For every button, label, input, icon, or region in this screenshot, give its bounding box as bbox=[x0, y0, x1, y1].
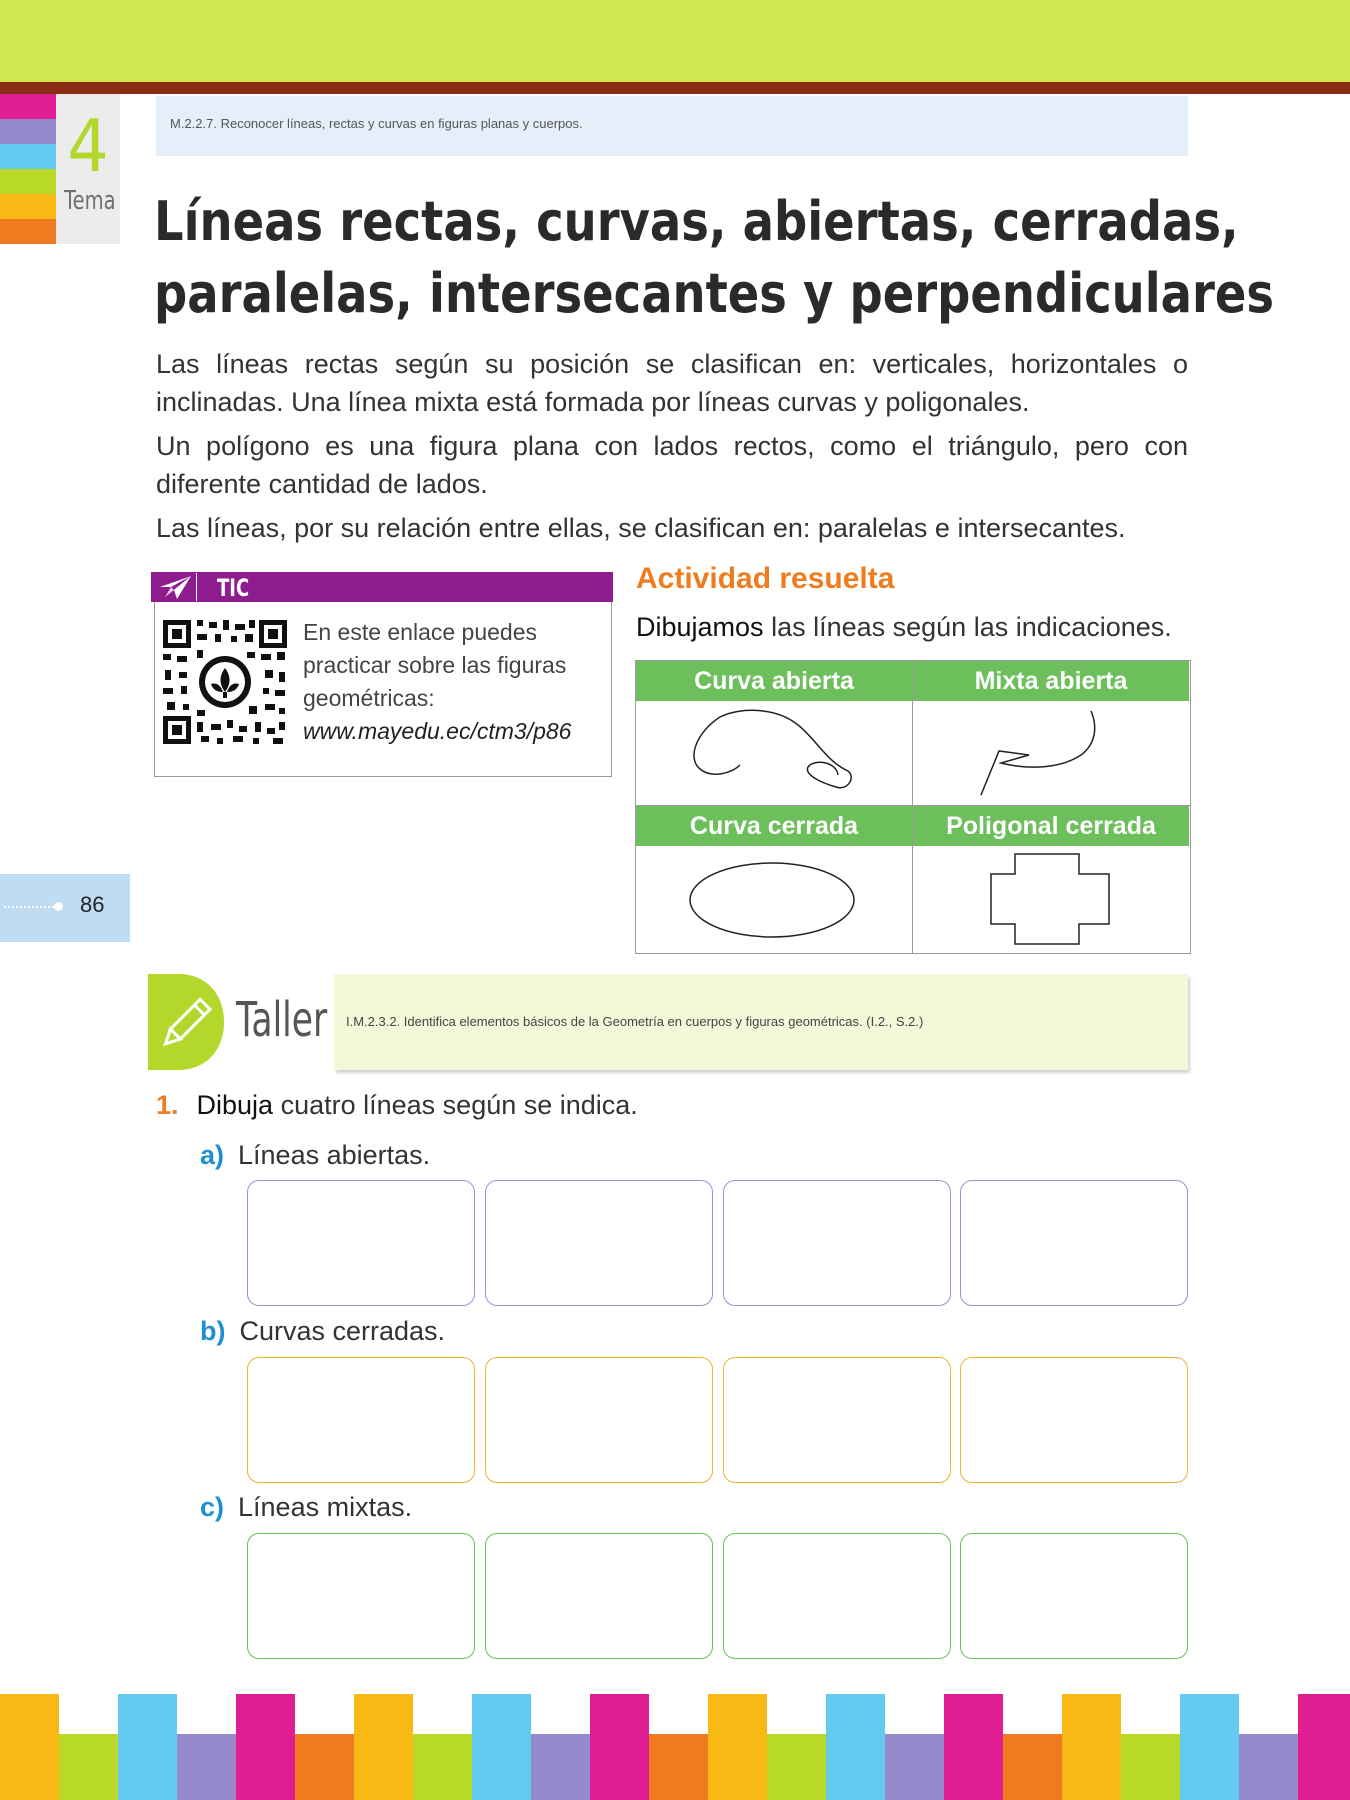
page-title bbox=[154, 186, 1275, 330]
band-block bbox=[649, 1734, 708, 1800]
page-number: 86 bbox=[80, 892, 105, 917]
exercise-question bbox=[156, 1090, 638, 1121]
pencil-icon bbox=[148, 974, 224, 1070]
answer-row-a bbox=[247, 1180, 1188, 1306]
answer-row-c bbox=[247, 1533, 1188, 1659]
band-block bbox=[708, 1694, 767, 1800]
band-block bbox=[295, 1734, 354, 1800]
tic-header bbox=[151, 572, 613, 602]
intro-paragraph-2: Un polígono es una figura plana con lados rectos, como el triángulo, pero con diferente cantidad de lados. bbox=[156, 431, 1188, 499]
answer-box[interactable] bbox=[723, 1533, 951, 1659]
band-block bbox=[944, 1694, 1003, 1800]
activity-instruction-rest: las líneas según las indicaciones. bbox=[763, 612, 1172, 642]
item-text: Líneas abiertas. bbox=[238, 1140, 431, 1170]
band-block bbox=[1121, 1734, 1180, 1800]
title-line-1: Líneas rectas, curvas, abiertas, cerradas, bbox=[154, 190, 1239, 253]
tic-description bbox=[303, 616, 603, 748]
answer-box[interactable] bbox=[247, 1533, 475, 1659]
answer-box[interactable] bbox=[485, 1357, 713, 1483]
tic-text: En este enlace puedes practicar sobre las figuras geométricas: bbox=[303, 619, 567, 711]
tic-label: TIC bbox=[217, 574, 250, 602]
intro-text bbox=[156, 345, 1188, 553]
tic-box bbox=[154, 572, 612, 777]
item-letter: a) bbox=[200, 1140, 225, 1170]
activity-cell-open-mixed bbox=[913, 661, 1189, 805]
bottom-color-band bbox=[0, 1694, 1350, 1800]
answer-box[interactable] bbox=[960, 1180, 1188, 1306]
exercise-number: 1. bbox=[156, 1090, 179, 1120]
answer-box[interactable] bbox=[960, 1533, 1188, 1659]
band-block bbox=[531, 1734, 590, 1800]
band-block bbox=[413, 1734, 472, 1800]
band-block bbox=[1003, 1734, 1062, 1800]
theme-color-stripes bbox=[0, 94, 56, 244]
cell-label: Mixta abierta bbox=[913, 661, 1189, 701]
band-block bbox=[590, 1694, 649, 1800]
taller-indicator-bar bbox=[334, 974, 1188, 1070]
activity-cell-closed-polygon bbox=[913, 806, 1189, 950]
exercise-rest: cuatro líneas según se indica. bbox=[273, 1090, 638, 1120]
closed-polygon-drawing bbox=[913, 846, 1189, 950]
band-block bbox=[177, 1734, 236, 1800]
closed-curve-drawing bbox=[636, 846, 912, 950]
answer-box[interactable] bbox=[723, 1357, 951, 1483]
band-block bbox=[1298, 1694, 1350, 1800]
activity-grid bbox=[635, 660, 1191, 954]
theme-word: Tema bbox=[64, 186, 116, 216]
answer-box[interactable] bbox=[723, 1180, 951, 1306]
open-mixed-drawing bbox=[913, 701, 1189, 805]
taller-heading: Taller bbox=[236, 992, 328, 1048]
top-rule bbox=[0, 82, 1350, 94]
answer-box[interactable] bbox=[960, 1357, 1188, 1483]
band-block bbox=[1239, 1734, 1298, 1800]
answer-box[interactable] bbox=[247, 1180, 475, 1306]
top-color-band bbox=[0, 0, 1350, 82]
band-block bbox=[1062, 1694, 1121, 1800]
activity-verb: Dibujamos bbox=[636, 612, 764, 642]
item-text: Curvas cerradas. bbox=[239, 1316, 446, 1346]
band-block bbox=[354, 1694, 413, 1800]
band-block bbox=[767, 1734, 826, 1800]
band-block bbox=[236, 1694, 295, 1800]
activity-title: Actividad resuelta bbox=[636, 562, 895, 595]
item-letter: b) bbox=[200, 1316, 226, 1346]
activity-cell-closed-curve bbox=[636, 806, 912, 950]
item-letter: c) bbox=[200, 1492, 225, 1522]
exercise-verb: Dibuja bbox=[196, 1090, 274, 1120]
exercise-item-a bbox=[200, 1140, 430, 1171]
qr-code[interactable] bbox=[161, 618, 289, 746]
theme-number: 4 bbox=[67, 104, 109, 188]
skill-code-bar bbox=[156, 96, 1188, 156]
activity-cell-open-curve bbox=[636, 661, 912, 805]
exercise-item-b bbox=[200, 1316, 445, 1347]
page-number-tab bbox=[0, 874, 130, 942]
open-curve-drawing bbox=[636, 701, 912, 805]
cell-label: Curva cerrada bbox=[636, 806, 912, 846]
answer-box[interactable] bbox=[247, 1357, 475, 1483]
item-text: Líneas mixtas. bbox=[238, 1492, 413, 1522]
answer-box[interactable] bbox=[485, 1533, 713, 1659]
skill-code: M.2.2.7. Reconocer líneas, rectas y curvas en figuras planas y cuerpos. bbox=[170, 116, 583, 131]
band-block bbox=[885, 1734, 944, 1800]
band-block bbox=[1180, 1694, 1239, 1800]
answer-box[interactable] bbox=[485, 1180, 713, 1306]
band-block bbox=[0, 1694, 59, 1800]
answer-row-b bbox=[247, 1357, 1188, 1483]
cell-label: Poligonal cerrada bbox=[913, 806, 1189, 846]
band-block bbox=[118, 1694, 177, 1800]
band-block bbox=[59, 1734, 118, 1800]
activity-instruction bbox=[636, 612, 1172, 643]
cell-label: Curva abierta bbox=[636, 661, 912, 701]
title-line-2: paralelas, intersecantes y perpendiculares bbox=[154, 262, 1275, 325]
theme-tab bbox=[56, 94, 120, 244]
band-block bbox=[826, 1694, 885, 1800]
band-block bbox=[472, 1694, 531, 1800]
paper-plane-icon bbox=[157, 573, 197, 601]
exercise-item-c bbox=[200, 1492, 412, 1523]
taller-indicator: I.M.2.3.2. Identifica elementos básicos de la Geometría en cuerpos y figuras geométricas. (I.2., S.2.) bbox=[346, 1014, 924, 1029]
intro-paragraph-1: Las líneas rectas según su posición se clasifican en: verticales, horizontales o inclinadas. Una línea mixta está formada por líneas curvas y poligonales. bbox=[156, 349, 1188, 417]
tic-link[interactable]: www.mayedu.ec/ctm3/p86 bbox=[303, 718, 572, 744]
intro-paragraph-3: Las líneas, por su relación entre ellas, se clasifican en: paralelas e intersecantes. bbox=[156, 513, 1126, 543]
